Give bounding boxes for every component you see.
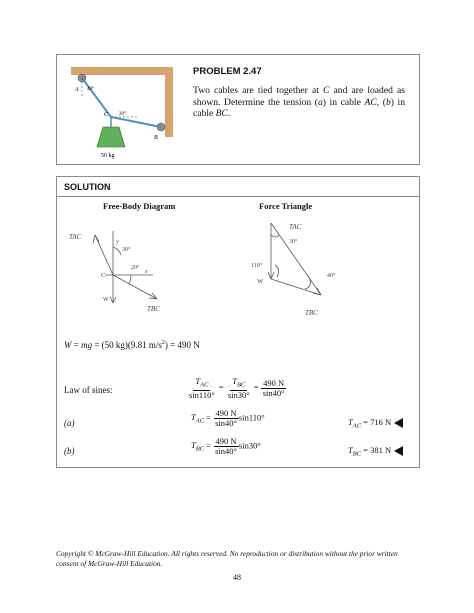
problem-statement: Two cables are tied together at C and are loaded as shown. Determine the tension (a) in cable AC, (b) in cable BC. (193, 85, 405, 119)
force-triangle-title: Force Triangle (259, 201, 313, 211)
free-body-diagram (65, 221, 205, 313)
side-wall (165, 67, 173, 137)
svg-text:110°: 110° (251, 263, 263, 269)
problem-title: PROBLEM 2.47 (193, 66, 262, 77)
label-angle-c: 20° (119, 112, 126, 117)
svg-text:W: W (103, 297, 109, 303)
svg-text:TAC: TAC (289, 223, 302, 231)
svg-text:y: y (116, 239, 119, 245)
label-mass: 50 kg (101, 153, 115, 159)
fbd-title: Free-Body Diagram (103, 201, 176, 211)
law-of-sines-equation: $\frac{T_{AC}}{\sin 110^\circ}$ = $\frac{T_{BC}}{\sin 30^\circ}$ = $\frac{490 N}{\sin 40^\circ}$ (189, 376, 285, 400)
part-a-answer: $T_{AC} = 716$ N (348, 417, 403, 430)
ceiling-wall (71, 67, 173, 75)
svg-text:40°: 40° (327, 273, 336, 279)
weight-equation: W = mg = (50 kg)(9.81 $m/s^2) = 490$ N (64, 340, 200, 350)
svg-text:30°: 30° (122, 247, 131, 253)
copyright-notice: Copyright © McGraw-Hill Education. All rights reserved. No reproduction or distribution without the prior written consent of McGraw-Hill Education. (56, 549, 398, 568)
label-angle-a: 40° (87, 87, 94, 92)
part-b-answer: $T_{BC} = 381$ N (348, 445, 403, 458)
solution-box (56, 176, 420, 468)
svg-text:x: x (145, 269, 148, 275)
part-b-label: (b) (64, 446, 75, 456)
cable-bc (111, 117, 161, 127)
weight-block (97, 127, 125, 147)
answer-arrow-icon (394, 418, 403, 428)
part-a-label: (a) (64, 418, 75, 428)
svg-text:TBC: TBC (305, 309, 318, 317)
svg-text:TBC: TBC (147, 305, 160, 313)
part-b-equation: $T_{BC}$ = $\frac{490 N}{\sin 40^\circ}$ sin30° (191, 436, 261, 456)
force-triangle (247, 217, 357, 321)
answer-arrow-icon (394, 446, 403, 456)
svg-text:TAC: TAC (69, 233, 82, 241)
solution-heading: SOLUTION (64, 182, 111, 192)
law-of-sines-label: Law of sines: (64, 385, 113, 395)
page-number: 48 (233, 573, 241, 582)
svg-text:30°: 30° (289, 239, 298, 245)
label-a: A (75, 87, 79, 93)
svg-text:C: C (101, 272, 106, 279)
svg-text:W: W (257, 278, 264, 285)
part-a-equation: $T_{AC}$ = $\frac{490 N}{\sin 40^\circ}$ sin110° (191, 408, 265, 428)
svg-text:20°: 20° (131, 265, 140, 271)
label-b: B (154, 135, 158, 141)
problem-figure (65, 61, 193, 161)
problem-box (56, 54, 420, 165)
label-c: C (104, 112, 109, 118)
